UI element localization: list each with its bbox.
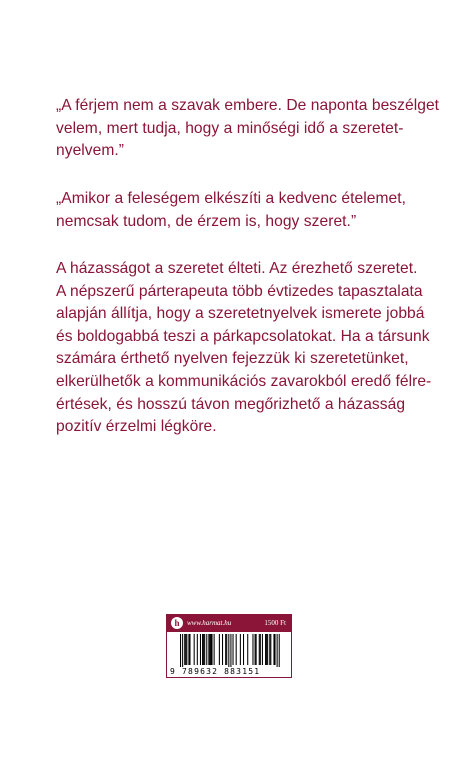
barcode-bar — [265, 634, 266, 665]
blurb-line: értések, és hosszú távon megőrizhető a házasság — [56, 395, 406, 413]
barcode-bar — [247, 634, 248, 665]
blurb-line: A házasságot a szeretet élteti. Az érezhető szeretet. — [56, 260, 418, 277]
blurb-line: számára érthető nyelven fejezzük ki szeretetünket, — [56, 350, 409, 368]
publisher-url: www.harmat.hu — [187, 619, 232, 627]
barcode-bar — [269, 634, 270, 665]
quote-husband — [56, 95, 440, 163]
barcode-bar — [270, 634, 271, 665]
barcode-bar — [185, 634, 186, 665]
blurb-paragraph — [56, 258, 432, 439]
barcode-label — [166, 614, 292, 678]
barcode-bar — [186, 634, 187, 665]
quote-line: velem, mert tudja, hogy a minőségi idő a szeretet- — [56, 119, 404, 137]
barcode-bar — [273, 634, 274, 665]
isbn-digits: 9 789632 883151 — [170, 667, 288, 676]
barcode-bar — [182, 634, 183, 668]
blurb-line: A népszerű párterapeuta több évtizedes tapasztalata — [56, 282, 423, 300]
blurb-line: és boldogabbá teszi a párkapcsolatokat. Ha a társunk — [56, 327, 430, 345]
barcode-bar — [256, 634, 257, 665]
barcode-bar — [188, 634, 189, 665]
price-label: 1500 Ft — [264, 619, 286, 627]
barcode-bar — [203, 634, 204, 665]
barcode-bars — [170, 634, 288, 668]
barcode-bar — [222, 634, 223, 665]
blurb-line: elkerülhetők a kommunikációs zavarokból eredő félre- — [56, 372, 432, 390]
barcode-bar — [228, 634, 229, 668]
barcode-bar — [243, 634, 244, 665]
barcode-bar — [184, 634, 185, 665]
barcode-bar — [233, 634, 234, 665]
barcode-bar — [262, 634, 263, 665]
quote-wife — [56, 188, 416, 233]
barcode-bar — [180, 634, 181, 668]
barcode-bar — [275, 634, 276, 665]
quote-line: „A férjem nem a szavak embere. De naponta beszélget — [56, 97, 440, 114]
barcode-bar — [260, 634, 261, 665]
barcode-bar — [267, 634, 268, 665]
blurb-line: alapján állítja, hogy a szeretetnyelvek ismerete jobbá — [56, 305, 425, 323]
barcode-bar — [214, 634, 215, 665]
barcode-bar — [189, 634, 190, 665]
barcode-bar — [226, 634, 227, 665]
barcode-bar — [252, 634, 253, 665]
quote-line: nemcsak tudom, de érzem is, hogy szeret.” — [56, 212, 357, 230]
barcode-bar — [202, 634, 203, 665]
barcode-bar — [197, 634, 198, 665]
publisher-logo-icon: h — [171, 617, 183, 629]
barcode-bar — [255, 634, 256, 665]
barcode-bar — [225, 634, 226, 665]
barcode-bar — [240, 634, 241, 665]
barcode-bar — [236, 634, 237, 665]
quote-line: nyelvem.” — [56, 142, 125, 160]
barcode-bar — [204, 634, 205, 665]
barcode-bar — [209, 634, 210, 665]
blurb-line: pozitív érzelmi légköre. — [56, 418, 217, 436]
barcode-bar — [194, 634, 195, 665]
barcode-bar — [210, 634, 211, 665]
barcode-bar — [219, 634, 220, 665]
barcode-bar — [208, 634, 209, 665]
barcode-bar — [266, 634, 267, 665]
barcode-header — [167, 615, 291, 632]
barcode-bar — [212, 634, 213, 665]
barcode-bar — [200, 634, 201, 665]
barcode-bar — [277, 634, 278, 668]
barcode-bar — [230, 634, 231, 668]
barcode-bar — [259, 634, 260, 665]
quote-line: „Amikor a feleségem elkészíti a kedvenc ételemet, — [56, 190, 406, 207]
barcode-bar — [279, 634, 280, 668]
barcode-bar — [206, 634, 207, 665]
